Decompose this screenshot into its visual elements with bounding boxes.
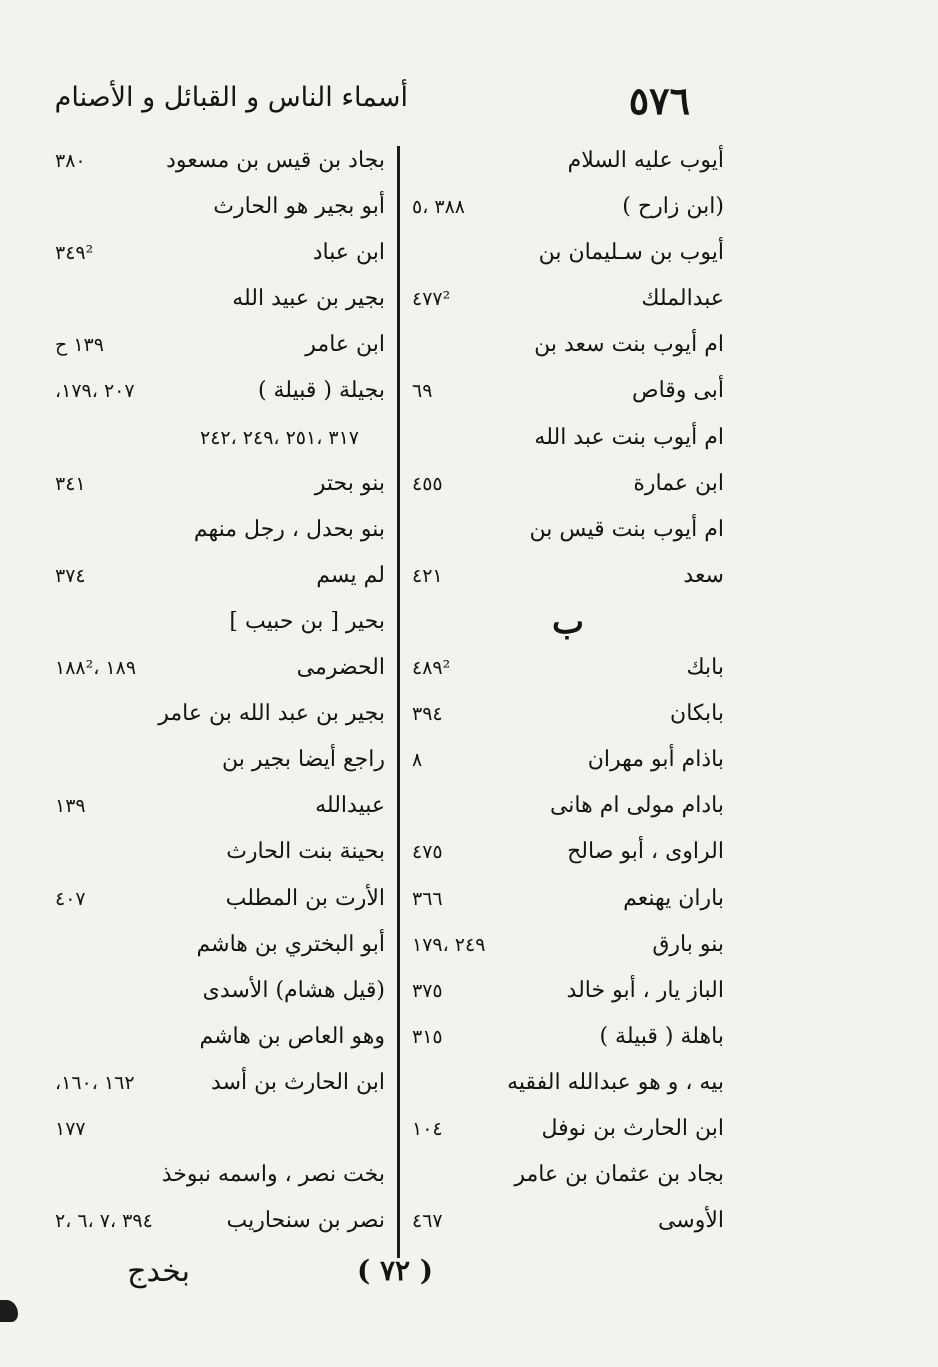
index-entry [55,184,385,230]
index-entry [55,1198,385,1244]
entry-name: بجير بن عبد الله بن عامر [158,701,385,727]
entry-name: بنو بحدل ، رجل منهم [193,516,385,542]
entry-page-refs: ٣١٥ [412,1025,443,1048]
index-entry [55,645,385,691]
footer-page-number: ( ٧٢ ) [356,1254,434,1287]
entry-name: نصر بن سنحاريب [226,1208,385,1234]
entry-page-refs: ١٠٤ [412,1117,443,1140]
index-entry [412,276,724,322]
entry-name: بخت نصر ، واسمه نبوخذ [161,1162,385,1188]
ink-mark [0,1300,18,1322]
index-entry [55,691,385,737]
entry-name: أبو بجير هو الحارث [213,194,385,220]
entry-page-refs: ٣٧٤ [55,564,86,587]
index-entry [55,876,385,922]
entry-name: سعد [683,562,724,588]
index-entry [412,368,724,414]
entry-name: الراوى ، أبو صالح [567,839,724,865]
index-entry [55,599,385,645]
index-entry [412,968,724,1014]
index-entry [55,276,385,322]
entry-page-refs: ٦٩ [412,380,433,403]
entry-name: ام أيوب بنت قيس بن [529,516,724,542]
entry-name: الأوسى [657,1208,724,1234]
index-entry [412,138,724,184]
entry-page-refs: ٣٩٤ [412,703,443,726]
entry-name: ابن عمارة [633,470,724,496]
entry-page-refs: ٣٨٠ [55,150,86,172]
index-entry [412,230,724,276]
entry-name: بيه ، و هو عبدالله الفقيه [507,1069,724,1095]
entry-page-refs: ١٣٩ [55,795,86,818]
entry-page-refs: ٤٦٧ [412,1210,443,1233]
index-entry [55,737,385,783]
entry-name: بجير بن عبيد الله [232,286,385,312]
index-entry [412,1152,724,1198]
index-entry [412,829,724,875]
entry-name: ام أيوب بنت عبد الله [534,424,724,450]
index-entry [412,876,724,922]
entry-page-refs: ١٣٩ ح [55,334,104,357]
entry-name: الباز يار ، أبو خالد [566,977,724,1003]
entry-page-refs: ٣٦٦ [412,887,443,910]
index-entry [55,507,385,553]
index-entry [412,553,724,599]
entry-name: (قيل هشام) الأسدى [202,977,385,1003]
entry-name: بجيلة ( قبيلة ) [257,378,385,404]
entry-name: عبدالملك [641,286,724,312]
index-entry [412,415,724,461]
section-letter-heading [412,599,724,645]
index-entry [55,138,385,184]
entry-name: باران يهنعم [623,885,724,911]
entry-name: بنو بارق [652,931,724,957]
index-entry [55,461,385,507]
entry-name: وهو العاص بن هاشم [199,1023,385,1049]
index-entry [412,737,724,783]
index-column-left [55,138,385,1244]
entry-page-refs: ٤٧٧² [412,288,451,311]
entry-name: أيوب بن سـليمان بن [538,240,724,266]
entry-page-refs: ١٨٩ ،١٨٨² [55,657,137,680]
entry-name: ام أيوب بنت سعد بن [534,332,724,358]
entry-page-refs: ٣٤١ [55,472,86,495]
entry-page-refs: ٢٠٧ ،١٧٩، [55,380,135,403]
index-entry [55,829,385,875]
entry-name: أبو البختري بن هاشم [196,931,385,957]
index-entry [412,783,724,829]
entry-name: بحينة بنت الحارث [226,839,385,865]
catchword: بخدج [127,1254,190,1289]
entry-name: لم يسم [316,562,385,588]
entry-page-refs: ٤٨٩² [412,657,451,680]
entry-name: بجاد بن عثمان بن عامر [514,1162,724,1188]
index-entry [55,783,385,829]
entry-name: بابكان [670,701,724,727]
entry-name: باهلة ( قبيلة ) [599,1023,724,1049]
index-entry [412,461,724,507]
index-entry [412,691,724,737]
entry-name: ب [551,601,584,642]
entry-name: أيوب عليه السلام [567,148,724,173]
entry-name: (ابن زارح ) [622,194,724,220]
index-entry [55,368,385,414]
entry-page-refs: ٣٤٩² [55,242,94,265]
entry-name: راجع أيضا بجير بن [221,747,385,773]
entry-name: بادام مولى ام هانى [549,793,724,819]
entry-name: بنو بحتر [314,470,385,496]
index-entry [55,968,385,1014]
entry-page-refs: ٤٧٥ [412,841,443,864]
index-entry [55,922,385,968]
entry-page-refs: ١٧٧ [55,1117,86,1140]
index-entry [412,1060,724,1106]
index-entry [412,645,724,691]
index-entry [412,507,724,553]
entry-name: باذام أبو مهران [587,747,724,773]
index-entry [55,553,385,599]
index-entry [412,184,724,230]
index-entry [55,415,385,461]
index-entry [55,1014,385,1060]
entry-name: ابن عامر [305,332,385,358]
entry-name: ابن الحارث بن نوفل [541,1115,724,1141]
entry-name: بحير [ بن حبيب ] [229,608,385,634]
column-divider [397,146,400,1258]
entry-name: عبيدالله [315,793,385,819]
entry-name: ابن عباد [312,240,385,266]
index-entry [412,1106,724,1152]
entry-page-refs: ٣٩٤ ،٧ ،٦ ،٢ [55,1210,153,1233]
entry-page-refs: ٣٧٥ [412,979,443,1002]
entry-name: الأرت بن المطلب [225,885,385,911]
entry-page-refs: ٣٨٨ ،٥ [412,196,466,219]
entry-name: بجاد بن قيس بن مسعود [166,148,385,173]
entry-page-refs: ٢٤٩ ،١٧٩ [412,933,486,956]
entry-name: ابن الحارث بن أسد [211,1069,385,1095]
index-entry [55,1060,385,1106]
entry-name: أبى وقاص [631,378,724,404]
entry-page-refs: ٤٠٧ [55,887,86,910]
entry-page-refs: ٤٢١ [412,564,443,587]
entry-page-refs: ٤٥٥ [412,472,443,495]
entry-page-refs: ١٦٢ ،١٦٠، [55,1071,135,1094]
page-number: ٥٧٦ [628,78,690,123]
index-entry [412,922,724,968]
index-entry [55,322,385,368]
index-entry [55,1106,385,1152]
index-entry [55,230,385,276]
entry-name: بابك [686,655,724,681]
index-entry [412,322,724,368]
entry-name: الحضرمى [296,655,385,681]
entry-page-refs: ٣١٧ ،٢٥١ ،٢٤٩ ،٢٤٢ [199,426,359,449]
entry-page-refs: ٨ [412,749,423,772]
index-entry [55,1152,385,1198]
running-header-title: أسماء الناس و القبائل و الأصنام [54,82,408,113]
index-entry [412,1198,724,1244]
index-entry [412,1014,724,1060]
index-column-right [412,138,724,1244]
